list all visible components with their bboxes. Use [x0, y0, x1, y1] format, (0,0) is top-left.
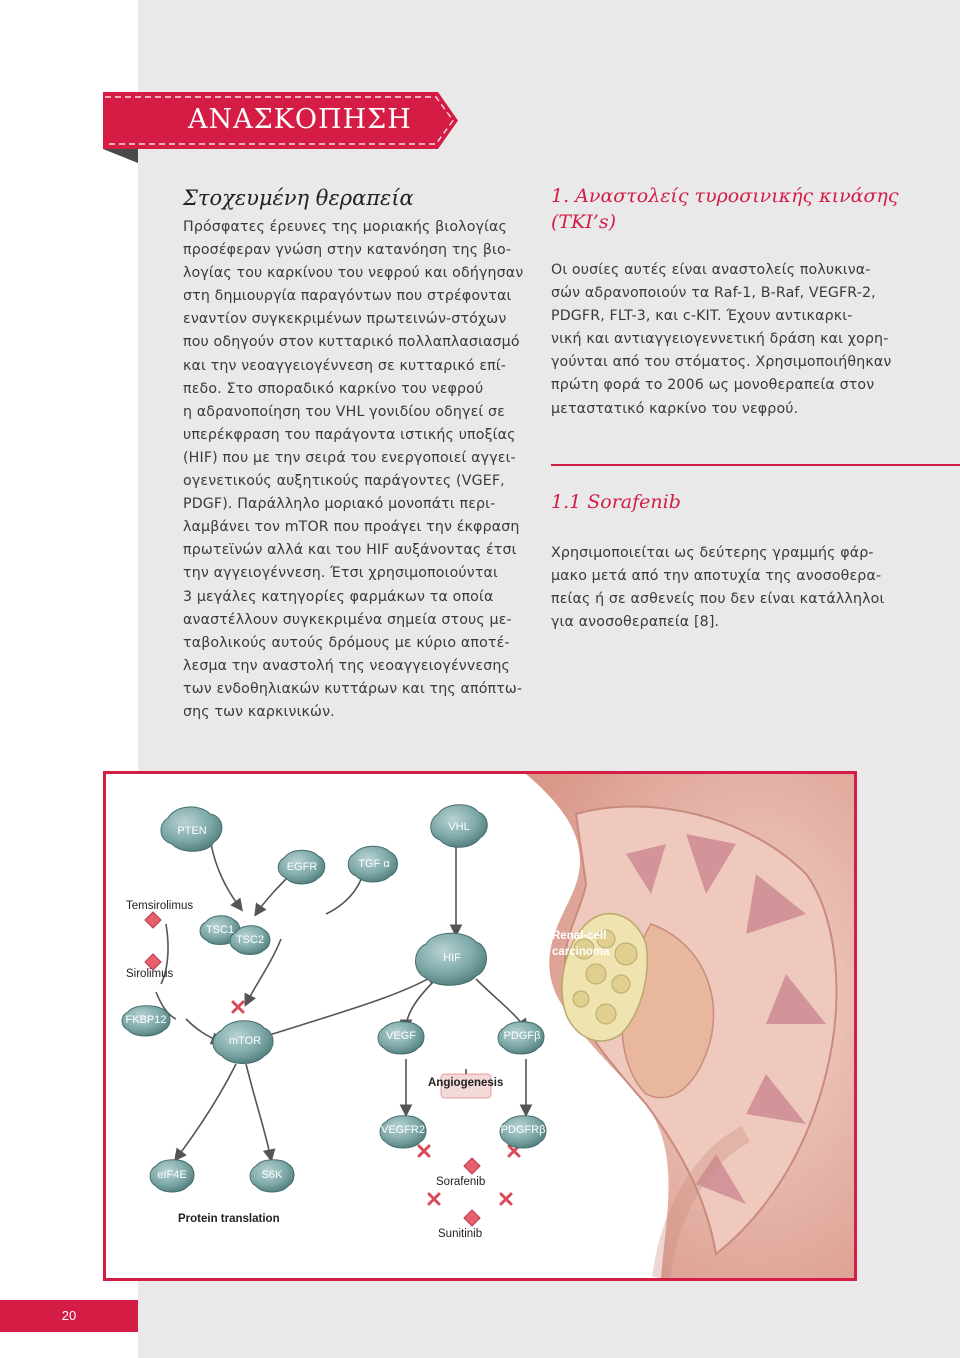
section-divider: [551, 464, 960, 466]
node-pdgfb: PDGFβ: [503, 1030, 541, 1042]
text-line: μακο μετά από την αποτυχία της ανοσοθερα-: [551, 568, 882, 585]
pathway-illustration: [106, 774, 854, 1278]
text-line: σης των καρκινικών.: [183, 703, 335, 720]
left-column: [183, 183, 535, 724]
section-title: ΑΝΑΣΚΟΠΗΣΗ: [188, 104, 412, 135]
text-line: Χρησιμοποιείται ως δεύτερης γραμμής φάρ-: [551, 545, 874, 561]
node-mtor: mTOR: [228, 1035, 262, 1047]
text-line: μεταστατικό καρκίνο του νεφρού.: [551, 400, 799, 417]
page-number: 20: [61, 1308, 77, 1323]
sorafenib-heading: 1.1 Sorafenib: [551, 491, 681, 513]
node-hif: HIF: [443, 952, 461, 964]
label-angiogenesis: Angiogenesis: [428, 1077, 504, 1089]
label-temsirolimus: Temsirolimus: [126, 900, 194, 912]
text-line: υπερέκφραση του παράγοντα ιστικής υποξίας: [183, 426, 516, 443]
text-line: PDGFR, FLT-3, και c-KIT. Έχουν αντικαρκι-: [551, 308, 853, 325]
node-fkbp12: FKBP12: [125, 1014, 167, 1026]
label-protein-translation: Protein translation: [178, 1213, 280, 1225]
pathway-figure: [103, 771, 857, 1281]
text-line: λεσμα την αναστολή της νεοαγγειογένvεσης: [183, 657, 510, 674]
text-line: την αγγειογένvεση. Έτσι χρησιμοποιούνται: [183, 565, 498, 582]
text-line: των ενδοθηλιακών κυττάρων και της απόπτω-: [183, 680, 523, 697]
text-line: Πρόσφατες έρευνες της μοριακής βιολογίας: [183, 219, 507, 235]
left-body: [183, 216, 535, 724]
text-line: προσέφεραν γνώση στην κατανόηση της βιο-: [183, 242, 512, 259]
text-line: πρωτεϊνών αλλά και του HIF αυξάνοντας έτσι: [183, 542, 517, 559]
text-line: λαμβάνει τον mTOR που προάγει την έκφραση: [183, 519, 520, 536]
text-line: ογενετικούς αυξητικούς παράγοντες (VGEF,: [183, 473, 505, 490]
text-line: πρώτη φορά το 2006 ως μονοθεραπεία στον: [551, 377, 875, 394]
tki-heading: [551, 183, 911, 235]
text-line: που οδηγούν στον κυτταρικό πολλαπλασιασμό: [183, 334, 520, 351]
node-vegf: VEGF: [386, 1030, 416, 1042]
node-tsc1: TSC1: [205, 924, 235, 936]
text-line: πείας ή σε ασθενείς που δεν είναι κατάλληλοι: [551, 591, 885, 608]
tki-body: [551, 259, 911, 421]
text-line: ταβολικούς αυτούς δρόμους με κύριο αποτέ-: [183, 634, 510, 651]
label-sirolimus: Sirolimus: [126, 968, 174, 980]
tki-heading-line: (TKI’s): [551, 211, 616, 233]
node-egfr: EGFR: [286, 861, 318, 873]
pathway-nodes: [122, 805, 546, 1192]
text-line: πεδο. Στο σποραδικό καρκίνο του νεφρού: [183, 380, 484, 397]
ribbon-fold: [103, 149, 138, 163]
text-line: (HIF) που με την σειρά του ενεργοποιεί αγγει-: [183, 449, 516, 466]
text-line: και την νεοαγγειογένvεση σε κυτταρικό επί-: [183, 357, 507, 374]
node-vegfr2: VEGFR2: [380, 1124, 425, 1136]
node-tgf-alpha: TGF α: [358, 858, 390, 870]
pathway-arrows: [156, 844, 526, 1159]
text-line: αναστέλλουν συγκεκριμένα σημεία στους με-: [183, 611, 512, 628]
node-eif4e: eIF4E: [157, 1169, 187, 1181]
left-heading: Στοχευμένη θεραπεία: [183, 186, 414, 210]
text-line: η αδρανοποίηση του VHL γονιδίου οδηγεί σε: [183, 403, 505, 420]
kidney-illustration: [526, 774, 854, 1278]
text-line: γούνται από του στόματος. Χρησιμοποιήθηκαν: [551, 354, 892, 371]
text-line: σών αδρανοποιούν τα Raf-1, B-Raf, VEGFR-2,: [551, 285, 876, 302]
label-sorafenib: Sorafenib: [436, 1176, 486, 1188]
label-rcc-line2: carcinoma: [552, 946, 610, 958]
text-line: Οι ουσίες αυτές είναι αναστολείς πολυκινα-: [551, 262, 871, 278]
text-line: εναντίον συγκεκριμένων πρωτεινών-στόχων: [183, 311, 507, 328]
node-vhl: VHL: [448, 821, 470, 833]
text-line: PDGF). Παράλληλο μοριακό μονοπάτι περι-: [183, 496, 496, 513]
label-rcc-line1: Renal-cell: [552, 930, 607, 942]
right-column: [551, 183, 911, 421]
node-tsc2: TSC2: [235, 934, 265, 946]
text-line: στη δημιουργία παραγόντων που στρέφονται: [183, 288, 512, 305]
sorafenib-body: [551, 542, 911, 634]
tki-heading-line: 1. Αναστολείς τυροσινικής κινάσης: [551, 185, 899, 207]
node-s6k: S6K: [261, 1169, 283, 1181]
label-sunitinib: Sunitinib: [438, 1228, 483, 1240]
text-line: για ανοσοθεραπεία [8].: [551, 614, 720, 631]
node-pdgfrb: PDGFRβ: [500, 1124, 546, 1136]
text-line: 3 μεγάλες κατηγορίες φαρμάκων τα οποία: [183, 588, 494, 605]
text-line: νική και αντιαγγειογεννετική δράση και χορη-: [551, 331, 889, 348]
text-line: λογίας του καρκίνου του νεφρού και οδήγησαν: [183, 265, 524, 282]
node-pten: PTEN: [177, 825, 207, 837]
